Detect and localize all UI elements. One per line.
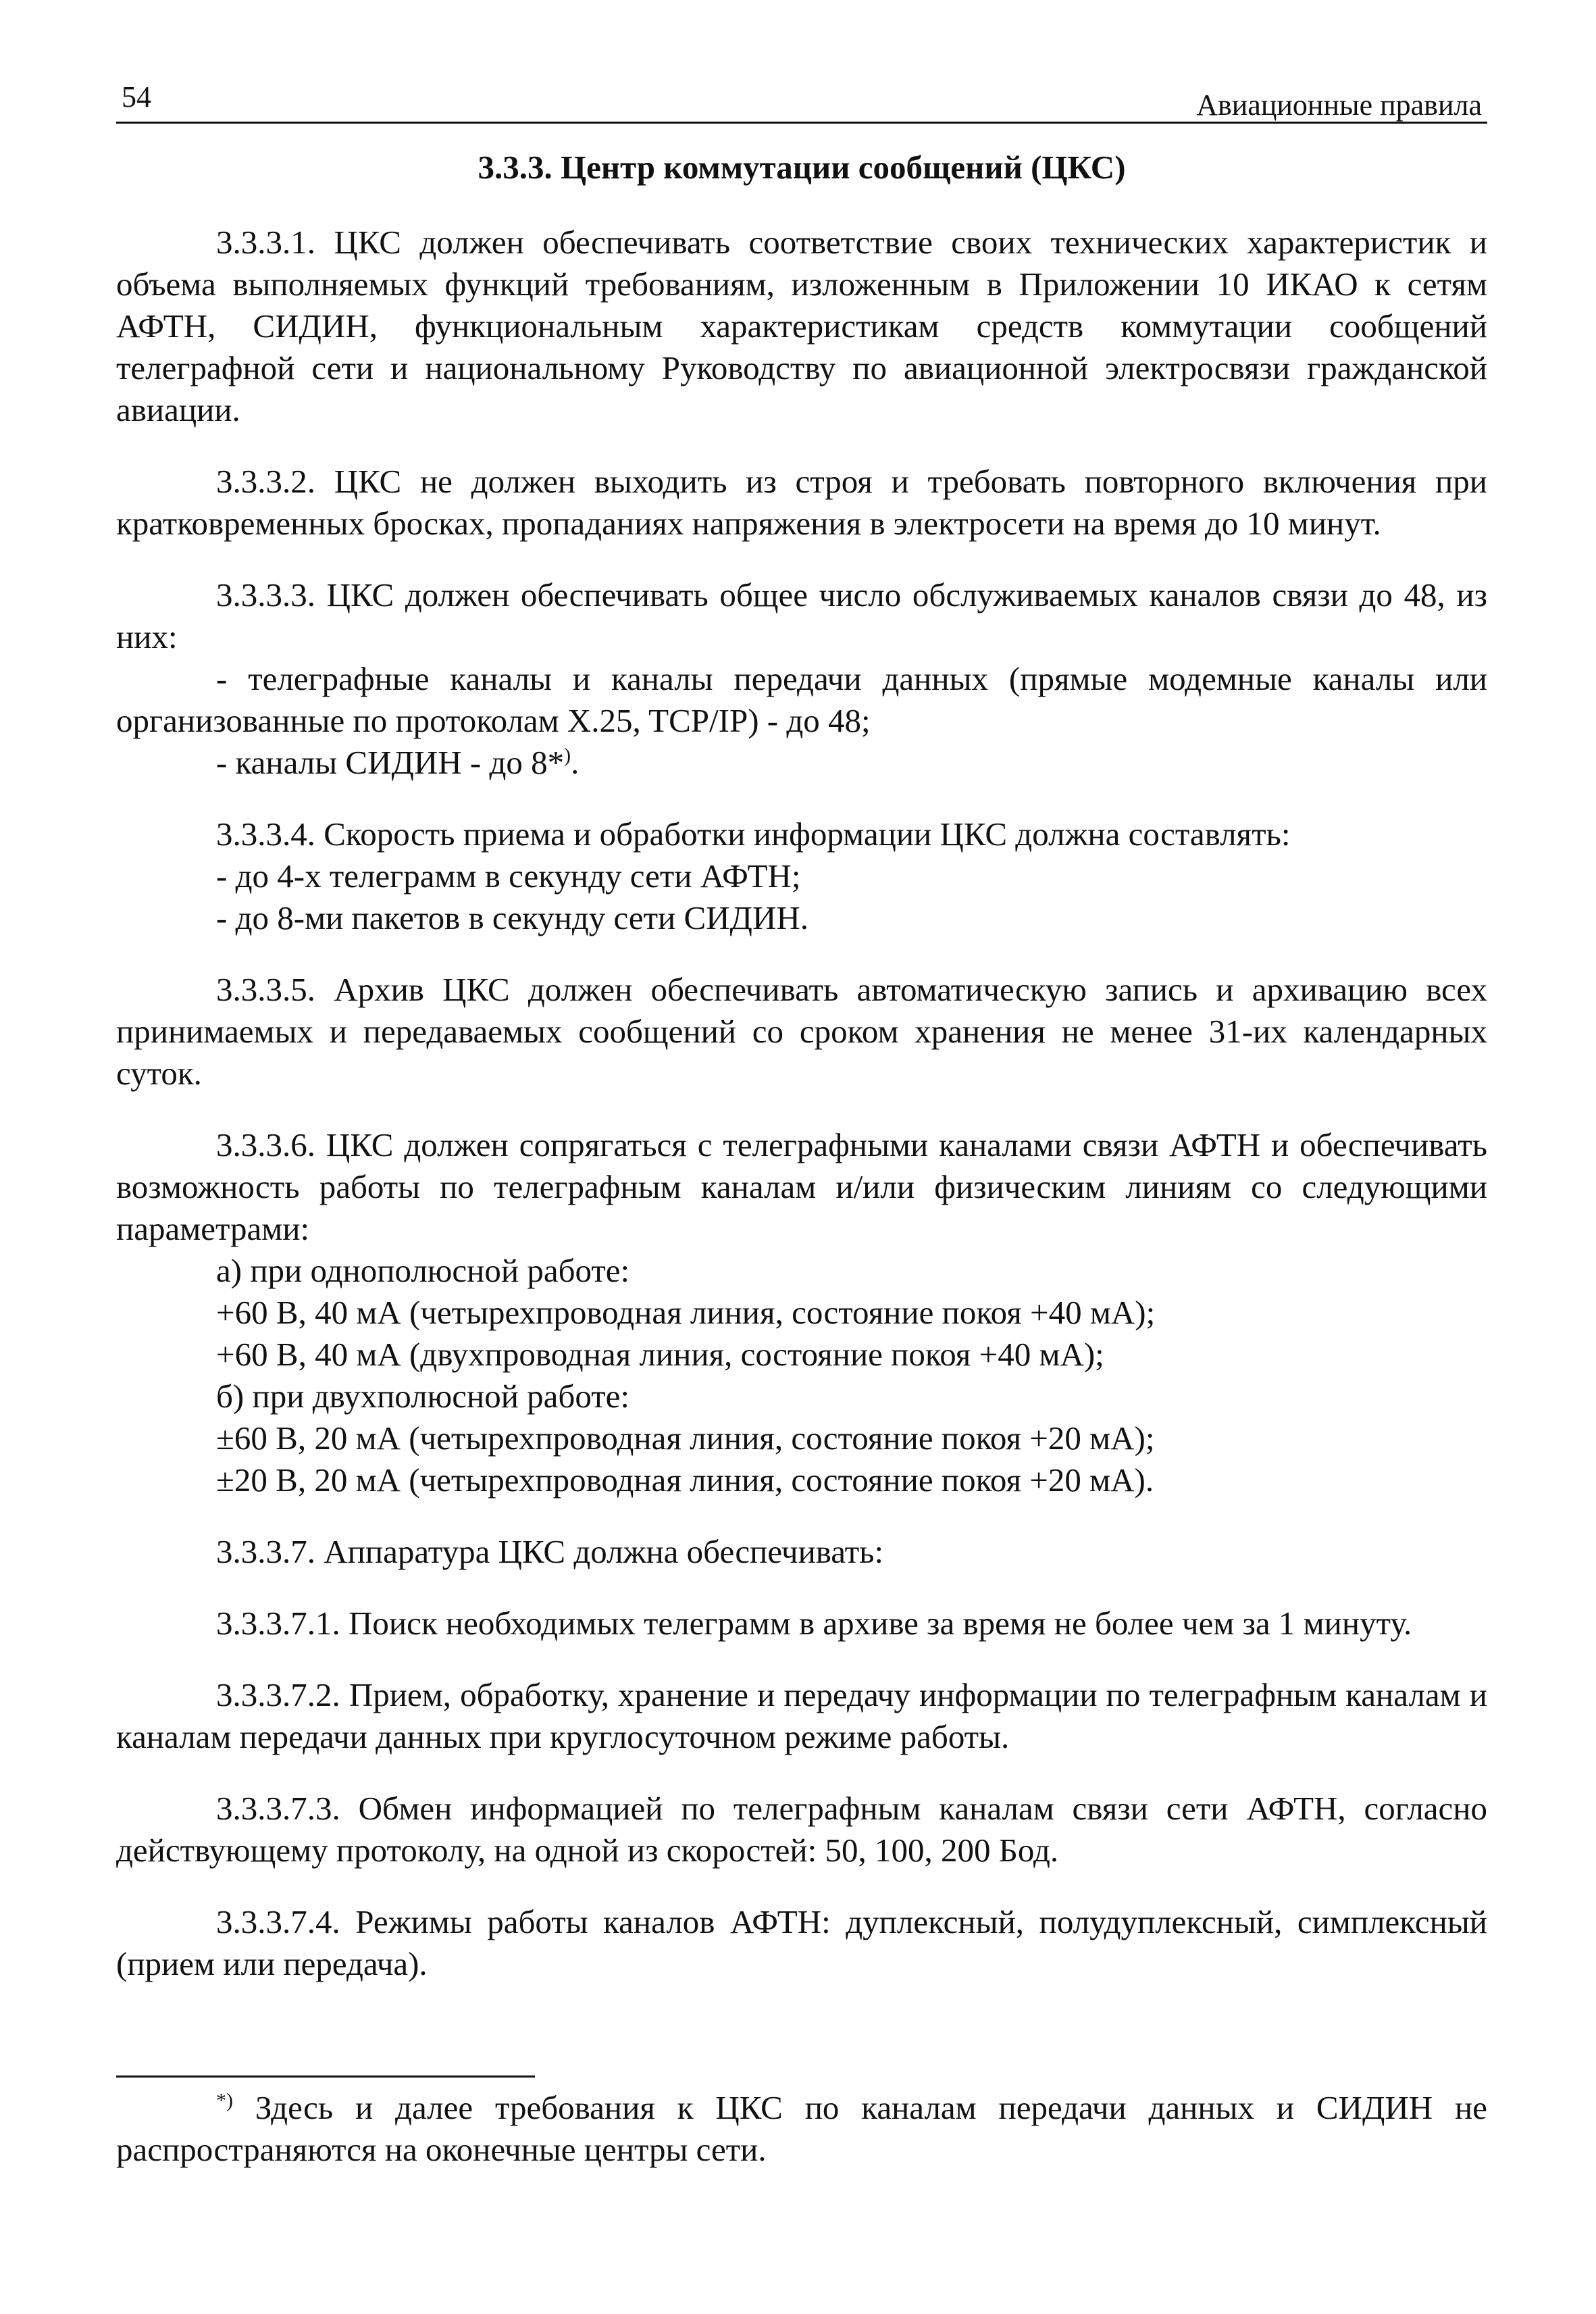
page-number: 54	[122, 80, 151, 114]
footnote-marker: *)	[216, 2089, 233, 2112]
list-item: - до 8-ми пакетов в секунду сети СИДИН.	[216, 899, 808, 936]
paragraph-3-3-3-7-1: 3.3.3.7.1. Поиск необходимых телеграмм в архиве за время не более чем за 1 минуту.	[216, 1604, 1412, 1642]
list-item: +60 В, 40 мА (двухпроводная линия, состояние покоя +40 мА);	[216, 1335, 1104, 1373]
list-item: а) при однополюсной работе:	[216, 1251, 630, 1289]
paragraph-3-3-3-1: 3.3.3.1. ЦКС должен обеспечивать соответствие своих технических характеристик и объема выполняемых функций требованиям, изложенным в Приложении 10 ИКАО к сетям АФТН, СИДИН, функциональным характеристикам средств коммутации сообщений телеграфной сети и национальному Руководству по авиационной электросвязи гражданской авиации.	[116, 223, 1487, 428]
footnote-reference: )	[564, 744, 571, 767]
document-page	[116, 74, 1487, 2171]
list-item: +60 В, 40 мА (четырехпроводная линия, состояние покоя +40 мА);	[216, 1293, 1156, 1331]
paragraph-3-3-3-7-3: 3.3.3.7.3. Обмен информацией по телеграфным каналам связи сети АФТН, согласно действующему протоколу, на одной из скоростей: 50, 100, 200 Бод.	[116, 1789, 1487, 1869]
list-item: - до 4-х телеграмм в секунду сети АФТН;	[216, 857, 801, 895]
running-header-title: Авиационные правила	[1196, 89, 1482, 122]
list-item: - телеграфные каналы и каналы передачи данных (прямые модемные каналы или организованные по протоколам X.25, TCP/IP) - до 48;	[116, 659, 1487, 739]
paragraph-3-3-3-5: 3.3.3.5. Архив ЦКС должен обеспечивать автоматическую запись и архивацию всех принимаемых и передаваемых сообщений со сроком хранения не менее 31-их календарных суток.	[116, 970, 1487, 1092]
running-header	[116, 74, 1487, 124]
list-item: ±60 В, 20 мА (четырехпроводная линия, состояние покоя +20 мА);	[216, 1419, 1155, 1457]
footnote-divider	[116, 2076, 535, 2078]
footnote	[116, 2087, 1487, 2171]
paragraph-3-3-3-4: 3.3.3.4. Скорость приема и обработки информации ЦКС должна составлять:	[216, 815, 1291, 853]
paragraph-3-3-3-2: 3.3.3.2. ЦКС не должен выходить из строя и требовать повторного включения при кратковременных бросках, пропаданиях напряжения в электросети на время до 10 минут.	[116, 462, 1487, 542]
list-item	[116, 742, 1487, 784]
paragraph-3-3-3-3: 3.3.3.3. ЦКС должен обеспечивать общее число обслуживаемых каналов связи до 48, из них:	[116, 576, 1487, 655]
paragraph-3-3-3-7: 3.3.3.7. Аппаратура ЦКС должна обеспечивать:	[216, 1532, 884, 1570]
list-item-end: .	[571, 743, 580, 781]
paragraph-3-3-3-7-4: 3.3.3.7.4. Режимы работы каналов АФТН: дуплексный, полудуплексный, симплексный (прием или передача).	[116, 1903, 1487, 1982]
section-title: 3.3.3. Центр коммутации сообщений (ЦКС)	[478, 149, 1126, 186]
list-item: б) при двухполюсной работе:	[216, 1377, 629, 1415]
list-item: ±20 В, 20 мА (четырехпроводная линия, состояние покоя +20 мА).	[216, 1461, 1154, 1499]
footnote-text: Здесь и далее требования к ЦКС по каналам передачи данных и СИДИН не распространяются на оконечные центры сети.	[116, 2088, 1488, 2168]
paragraph-3-3-3-7-2: 3.3.3.7.2. Прием, обработку, хранение и передачу информации по телеграфным каналам и каналам передачи данных при круглосуточном режиме работы.	[116, 1676, 1487, 1755]
paragraph-3-3-3-6: 3.3.3.6. ЦКС должен сопрягаться с телеграфными каналами связи АФТН и обеспечивать возможность работы по телеграфным каналам и/или физическим линиям со следующими параметрами:	[116, 1126, 1487, 1247]
list-item-text: - каналы СИДИН - до 8*	[216, 743, 565, 781]
